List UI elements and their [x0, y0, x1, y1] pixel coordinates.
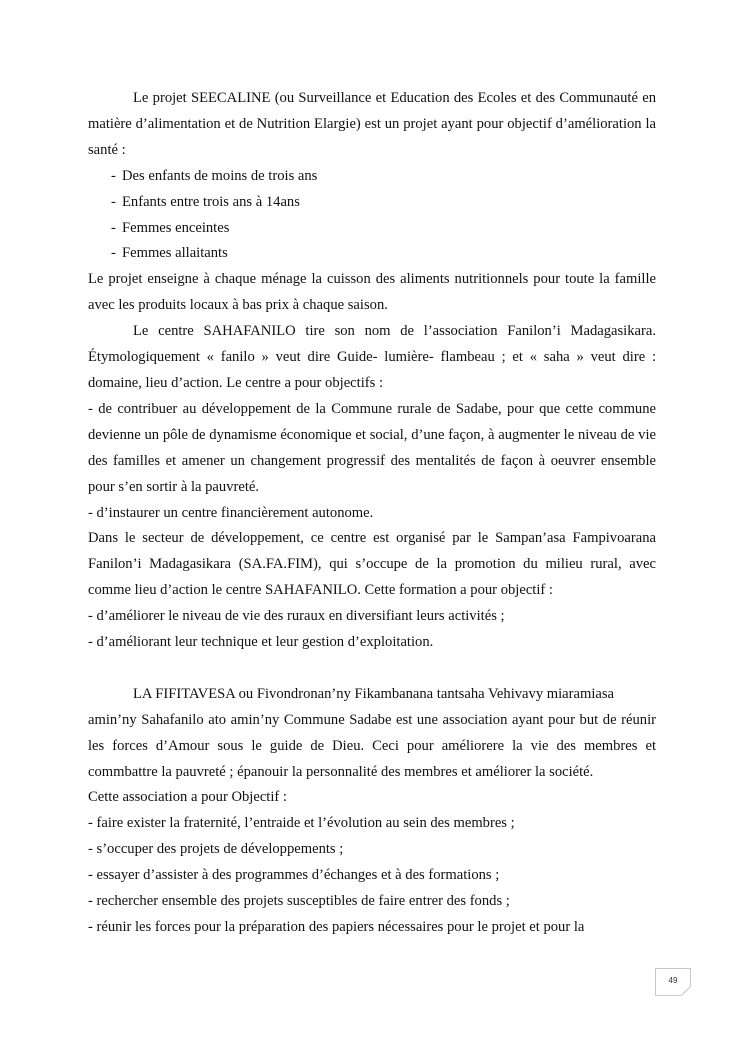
list-item: - Femmes enceintes — [111, 219, 230, 236]
page-number — [655, 968, 691, 996]
paragraph-fifitavesa: amin’ny Sahafanilo ato amin’ny Commune Sadabe est une association ayant pour but de réunir les forces d’Amour sous le guide de Dieu. Ceci pour améliorere la vie des membres et commbattre la pauvreté ; épanouir la personnalité des membres et améliorer la société. — [88, 711, 656, 780]
list-item: - Enfants entre trois ans à 14ans — [111, 193, 300, 210]
association-objective-item: - rechercher ensemble des projets susceptibles de faire entrer des fonds ; — [88, 893, 510, 910]
paragraph-safafim-objective-2: - d’améliorant leur technique et leur gestion d’exploitation. — [88, 634, 434, 651]
paragraph-seecaline: Le projet SEECALINE (ou Surveillance et Education des Ecoles et des Communauté en matière d’alimentation et de Nutrition Elargie) est un projet ayant pour objectif d’amélioration la santé : — [88, 90, 656, 158]
paragraph-association-objective: Cette association a pour Objectif : — [88, 789, 287, 806]
paragraph-safafim-objective-1: - d’améliorer le niveau de vie des ruraux en diversifiant leurs activités ; — [88, 608, 505, 625]
page-number-label: 49 — [668, 976, 678, 985]
paragraph-fifitavesa-title: LA FIFITAVESA ou Fivondronan’ny Fikambanana tantsaha Vehivavy miaramiasa — [133, 685, 615, 702]
body-text — [88, 86, 656, 941]
paragraph-safafim: Dans le secteur de développement, ce centre est organisé par le Sampan’asa Fampivoarana Fanilon’i Madagasikara (SA.FA.FIM), qui s’occupe de la promotion du milieu rural, avec comme lieu d’action le centre SAHAFANILO. Cette formation a pour objectif : — [88, 530, 656, 599]
association-objective-item: - essayer d’assister à des programmes d’échanges et à des formations ; — [88, 867, 500, 884]
paragraph-sahafanilo: Le centre SAHAFANILO tire son nom de l’association Fanilon’i Madagasikara. Étymologiquement « fanilo » veut dire Guide- lumière- flambeau ; et « saha » veut dire : domaine, lieu d’action. Le centre a pour objectifs : — [88, 323, 656, 391]
paragraph-cooking: Le projet enseigne à chaque ménage la cuisson des aliments nutritionnels pour toute la famille avec les produits locaux à bas prix à chaque saison. — [88, 271, 656, 314]
association-objective-item: - faire exister la fraternité, l’entraide et l’évolution au sein des membres ; — [88, 815, 515, 832]
beneficiaries-list — [88, 164, 656, 268]
association-objective-item: - s’occuper des projets de développements ; — [88, 841, 344, 858]
paragraph-objective-1: - de contribuer au développement de la Commune rurale de Sadabe, pour que cette commune devienne un pôle de dynamisme économique et social, d’une façon, à augmenter le niveau de vie des familles et amener un changement progressif des mentalités de façon à oeuvrer ensemble pour s’en sortir à la pauvreté. — [88, 400, 656, 495]
paragraph-objective-2: - d’instaurer un centre financièrement autonome. — [88, 504, 374, 521]
blank-line — [88, 656, 656, 682]
list-item: - Des enfants de moins de trois ans — [111, 167, 318, 184]
association-objective-item: - réunir les forces pour la préparation des papiers nécessaires pour le projet et pour la — [88, 918, 585, 935]
page-curl-icon — [681, 986, 691, 996]
list-item: - Femmes allaitants — [111, 245, 228, 262]
